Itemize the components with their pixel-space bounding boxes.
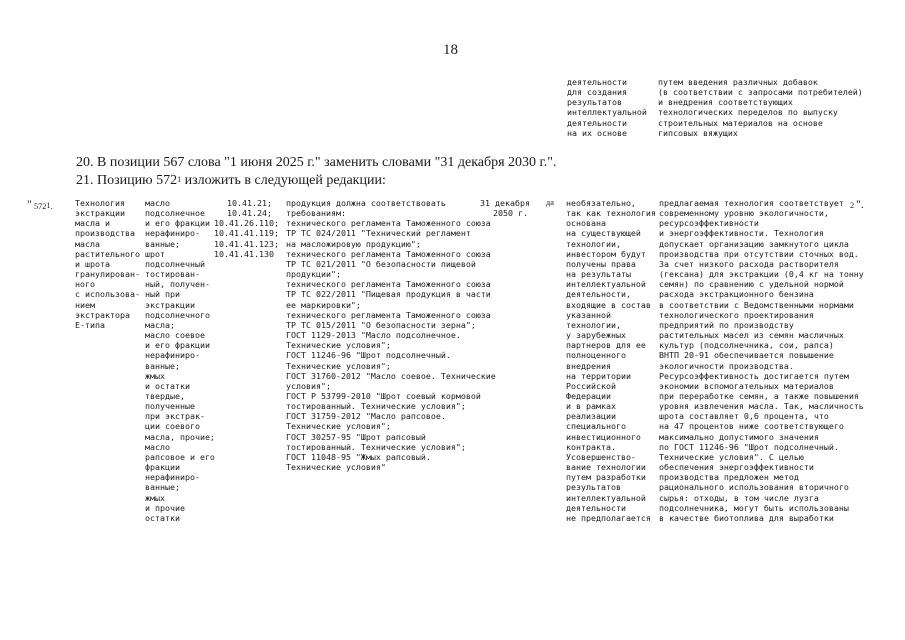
page-number: 18 (443, 42, 458, 58)
position-number (34, 202, 53, 212)
flag-cell: да (546, 198, 554, 207)
paragraph-21-text-end: изложить в следующей редакции: (181, 173, 386, 188)
technology-name-cell: Технология экстракции масла и производства масла растительного и шрота гранулирован- ного с использова- нием экстрактора Е-типа (75, 198, 140, 330)
deadline-cell: 31 декабря 2050 г. (480, 198, 530, 219)
opening-quote: " (27, 197, 32, 211)
position-number-value: 572 (34, 202, 47, 211)
continuation-right-cell: путем введения различных добавок (в соответствии с запросами потребителей) и внедрения соответствующих технологических переделов по выпуску строительных материалов на основе гипсовых вяжущих (658, 77, 863, 138)
requirements-cell: продукция должна соответствовать требованиям: технического регламента Таможенного союза ТР ТС 024/2011 "Технический регламент на масложировую продукцию"; технического регламента Таможенного союза ТР ТС 021/2011 "О безопасности пищевой продукции"; технического регламента Таможенного союза ТР ТС 022/2011 "Пищевая продукция в части ее маркировки"; технического регламента Таможенного союза ТР ТС 015/2011 "О безопасности зерна"; ГОСТ 1129-2013 "Масло подсолнечное. Технические условия"; ГОСТ 11246-96 "Шрот подсолнечный. Технические условия"; ГОСТ 31760-2012 "Масло соевое. Технические условия"; ГОСТ Р 53799-2010 "Шрот соевый кормовой тостированный. Технические условия"; ГОСТ 31759-2012 "Масло рапсовое. Технические условия"; ГОСТ 30257-95 "Шрот рапсовый тостированный. Технические условия"; ГОСТ 11048-95 "Жмых рапсовый. Технические условия" (286, 198, 496, 473)
rationale-cell: необязательно, так как технология основана на существующей технологии, инвестором будут получены права на результаты интеллектуальной деятельности, входящие в состав указанной технологии, у зарубежных партнеров для ее полноценного внедрения на территории Российской Федерации и в рамках реализации специального инвестиционного контракта. Усовершенство- вание технологии путем разработки результатов интеллектуальной деятельности не предполагается (566, 198, 656, 523)
continuation-left-cell: деятельности для создания результатов интеллектуальной деятельности на их основе (567, 77, 647, 138)
paragraph-21-superscript: 1 (177, 175, 182, 184)
position-number-dot: . (50, 202, 53, 211)
paragraph-20: 20. В позиции 567 слова "1 июня 2025 г." заменить словами "31 декабря 2030 г.". (76, 155, 557, 170)
paragraph-21-text: 21. Позицию 572 (76, 173, 178, 188)
okpd-codes-cell: 10.41.21; 10.41.24; 10.41.26.110; 10.41.41.119; 10.41.41.123; 10.41.41.130 (214, 198, 279, 259)
products-cell: масло подсолнечное и его фракции нерафиниро- ванные; шрот подсолнечный тостирован- ный, получен- ный при экстракции подсолнечного масла; масло соевое и его фракции нерафиниро- ванные; жмых и остатки твердые, полученные при экстрак- ции соевого масла, прочие; масло рапсовое и его фракции нерафиниро- ванные; жмых и прочие остатки (145, 198, 215, 523)
description-cell: предлагаемая технология соответствует современному уровню экологичности, ресурсоэффективности и энергоэффективности. Технология допускает организацию замкнутого цикла производства при отсутствии сточных вод. За счет низкого расхода растворителя (гексана) для экстракции (0,4 кг на тонну семян) по сравнению с удельной нормой расхода экстракционного бензина в соответствии с Ведомственными нормами технологического проектирования предприятий по производству растительных масел из семян масличных культур (подсолнечника, сои, рапса) ВНТП 20-91 обеспечивается повышение экологичности производства. Ресурсоэффективность достигается путем экономии вспомогательных материалов при переработке семян, а также повышения уровня извлечения масла. Так, масличность шрота составляет 0,6 процента, что на 47 процентов ниже соответствующего максимально допустимого значения по ГОСТ 11246-96 "Шрот подсолнечный. Технические условия". С целью обеспечения энергоэффективности производства предложен метод рационального использования вторичного сырья: отходы, в том числе лузга подсолнечника, могут быть использованы в качестве биотоплива для выработки (659, 198, 864, 523)
paragraph-21 (76, 173, 386, 189)
closing-quote: ". (856, 197, 864, 211)
last-column-value: 2 (850, 201, 855, 210)
position-number-superscript: 1 (46, 201, 51, 210)
